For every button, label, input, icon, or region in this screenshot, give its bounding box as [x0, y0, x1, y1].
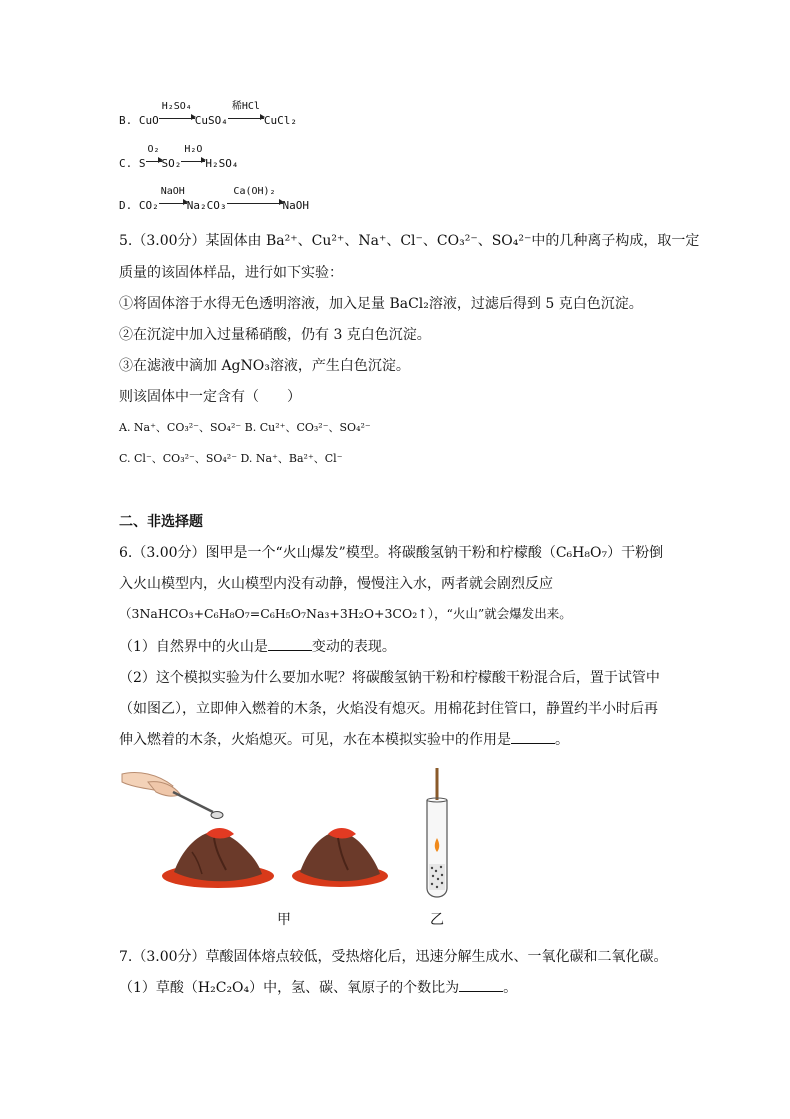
option-d-end: NaOH	[282, 199, 309, 212]
arrow-condition: O₂	[147, 144, 160, 155]
q6-sub1-suffix: 变动的表现。	[311, 639, 396, 655]
q6-sub2-line2: （如图乙），立即伸入燃着的木条，火焰没有熄灭。用棉花封住管口，静置约半小时后再	[119, 701, 658, 717]
reaction-arrow-2	[181, 144, 205, 170]
option-b-equation	[119, 101, 297, 127]
figure-caption-jia: 甲	[277, 912, 291, 928]
option-c-end: H₂SO₄	[205, 157, 239, 170]
option-c-equation	[119, 144, 239, 170]
q5-options-cd: C. Cl⁻、CO₃²⁻、SO₄²⁻ D. Na⁺、Ba²⁺、Cl⁻	[119, 452, 343, 465]
reaction-arrow-1	[159, 186, 187, 212]
q5-step2: ②在沉淀中加入过量稀硝酸，仍有 3 克白色沉淀。	[119, 327, 431, 343]
answer-blank[interactable]	[268, 638, 312, 651]
volcano-model-left	[162, 828, 274, 888]
q5-options-ab: A. Na⁺、CO₃²⁻、SO₄²⁻ B. Cu²⁺、CO₃²⁻、SO₄²⁻	[119, 421, 371, 434]
q7-line1: 7.（3.00分）草酸固体熔点较低，受热熔化后，迅速分解生成水、一氧化碳和二氧化碳。	[119, 949, 668, 965]
q7-sub1-text: （1）草酸（H₂C₂O₄）中，氢、碳、氧原子的个数比为	[119, 980, 460, 996]
arrow-icon	[159, 202, 187, 204]
arrow-condition: H₂SO₄	[161, 101, 192, 112]
q6-sub2-line1: （2）这个模拟实验为什么要加水呢？将碳酸氢钠干粉和柠檬酸干粉混合后，置于试管中	[119, 670, 660, 686]
q6-sub2-line3	[119, 729, 569, 749]
arrow-condition: NaOH	[160, 186, 185, 197]
arrow-icon	[227, 202, 283, 204]
arrow-icon	[181, 160, 205, 162]
reaction-arrow-1	[146, 144, 162, 170]
q6-sub2-suffix: 。	[555, 732, 569, 748]
answer-blank[interactable]	[511, 731, 555, 744]
q6-sub2-text: 伸入燃着的木条，火焰熄灭。可见，水在本模拟实验中的作用是	[119, 732, 511, 748]
hand-spoon-illustration	[122, 773, 223, 819]
q5-step1: ①将固体溶于水得无色透明溶液，加入足量 BaCl₂溶液，过滤后得到 5 克白色沉淀。	[119, 296, 643, 312]
option-c-label: C. S	[119, 157, 146, 170]
q6-sub1	[119, 636, 396, 656]
q5-step3: ③在滤液中滴加 AgNO₃溶液，产生白色沉淀。	[119, 358, 410, 374]
arrow-condition: 稀HCl	[231, 101, 260, 112]
volcano-model-right	[292, 828, 388, 887]
arrow-icon	[146, 160, 162, 162]
q6-line1: 6.（3.00分）图甲是一个“火山爆发”模型。将碳酸氢钠干粉和柠檬酸（C₆H₈O₇）干粉倒	[119, 545, 664, 561]
option-d-mid: Na₂CO₃	[186, 199, 227, 212]
arrow-condition: H₂O	[184, 144, 203, 155]
q6-sub1-text: （1）自然界中的火山是	[119, 639, 268, 655]
option-c-mid: SO₂	[161, 157, 182, 170]
q5-line1: 5.（3.00分）某固体由 Ba²⁺、Cu²⁺、Na⁺、Cl⁻、CO₃²⁻、SO₄²⁻中的几种离子构成，取一定	[119, 233, 700, 249]
option-b-end: CuCl₂	[263, 114, 297, 127]
figure-caption-yi: 乙	[430, 912, 444, 928]
reaction-arrow-2	[227, 186, 283, 212]
q5-line2: 质量的该固体样品，进行如下实验：	[119, 265, 343, 281]
reaction-arrow-1	[159, 101, 195, 127]
option-d-label: D. CO₂	[119, 199, 159, 212]
q6-line2: 入火山模型内，火山模型内没有动静，慢慢注入水，两者就会剧烈反应	[119, 576, 553, 592]
q7-sub1	[119, 977, 517, 997]
test-tube-illustration	[427, 768, 447, 897]
q5-question: 则该固体中一定含有（ ）	[119, 389, 301, 405]
option-d-equation	[119, 186, 309, 212]
arrow-icon	[228, 117, 264, 119]
answer-blank[interactable]	[459, 979, 503, 992]
section-title: 二、非选择题	[119, 514, 203, 530]
arrow-icon	[159, 117, 195, 119]
arrow-condition: Ca(OH)₂	[233, 186, 276, 197]
option-b-mid: CuSO₄	[194, 114, 228, 127]
q6-line3: （3NaHCO₃+C₆H₈O₇=C₆H₅O₇Na₃+3H₂O+3CO₂↑），“火山”就会爆发出来。	[119, 606, 572, 621]
option-b-label: B. CuO	[119, 114, 159, 127]
q7-sub1-suffix: 。	[503, 980, 518, 996]
reaction-arrow-2	[228, 101, 264, 127]
volcano-figure	[118, 760, 498, 910]
